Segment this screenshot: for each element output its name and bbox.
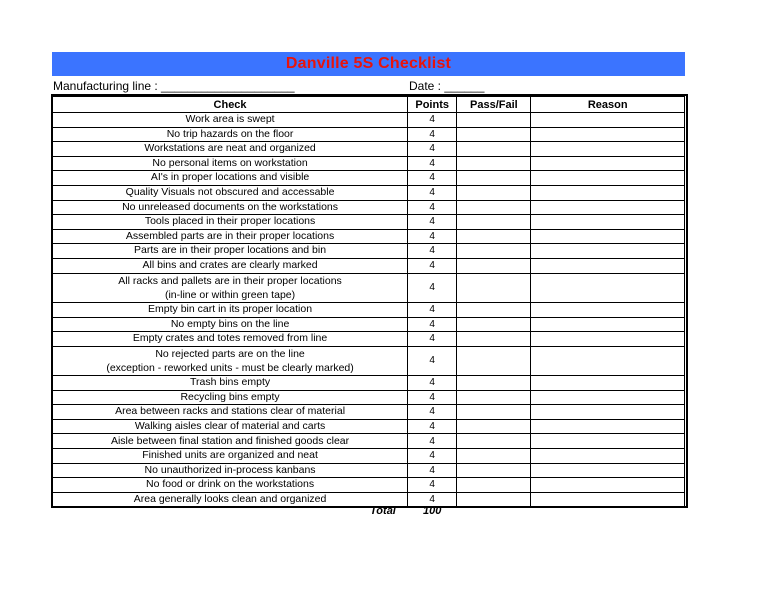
reason-cell[interactable] <box>531 434 685 449</box>
points-cell: 4 <box>408 419 457 434</box>
checklist-title: Danville 5S Checklist <box>285 55 452 72</box>
table-row <box>53 113 685 128</box>
pass-fail-cell[interactable] <box>457 127 531 142</box>
check-item-text: Work area is swept <box>185 113 275 126</box>
check-item-text: Recycling bins empty <box>180 390 280 403</box>
checklist-table <box>52 95 685 507</box>
pass-fail-cell[interactable] <box>457 317 531 332</box>
points-cell: 4 <box>408 346 457 375</box>
reason-cell[interactable] <box>531 346 685 375</box>
pass-fail-cell[interactable] <box>457 171 531 186</box>
reason-cell[interactable] <box>531 258 685 273</box>
check-item-text: Aisle between final station and finished goods clear <box>110 434 350 447</box>
check-item <box>53 302 408 317</box>
table-row <box>53 376 685 391</box>
points-cell: 4 <box>408 113 457 128</box>
check-item-text: Parts are in their proper locations and bin <box>134 244 327 257</box>
table-row <box>53 215 685 230</box>
table-row <box>53 463 685 478</box>
check-item <box>53 156 408 171</box>
check-item-text: Trash bins empty <box>189 376 271 389</box>
check-item-text: No unreleased documents on the workstations <box>122 200 339 213</box>
check-item <box>53 229 408 244</box>
check-item <box>53 258 408 273</box>
check-item <box>53 478 408 493</box>
table-row <box>53 478 685 493</box>
pass-fail-cell[interactable] <box>457 200 531 215</box>
table-row <box>53 317 685 332</box>
table-row <box>53 127 685 142</box>
check-item <box>53 215 408 230</box>
pass-fail-cell[interactable] <box>457 302 531 317</box>
pass-fail-cell[interactable] <box>457 478 531 493</box>
check-item <box>53 127 408 142</box>
pass-fail-cell[interactable] <box>457 215 531 230</box>
check-item <box>53 317 408 332</box>
pass-fail-cell[interactable] <box>457 142 531 157</box>
pass-fail-cell[interactable] <box>457 273 531 302</box>
check-item <box>53 142 408 157</box>
table-row <box>53 434 685 449</box>
check-item <box>53 332 408 347</box>
pass-fail-cell[interactable] <box>457 113 531 128</box>
check-item-text: No trip hazards on the floor <box>166 127 294 140</box>
reason-cell[interactable] <box>531 273 685 302</box>
check-item-text: No empty bins on the line <box>170 317 290 330</box>
reason-cell[interactable] <box>531 405 685 420</box>
points-cell: 4 <box>408 449 457 464</box>
check-item <box>53 185 408 200</box>
total-row <box>52 505 685 517</box>
check-item-text: Area between racks and stations clear of material <box>115 405 346 418</box>
info-row <box>52 78 685 94</box>
header-row <box>53 96 685 113</box>
points-cell: 4 <box>408 171 457 186</box>
points-cell: 4 <box>408 215 457 230</box>
check-item-text: Area generally looks clean and organized <box>133 492 327 505</box>
table-row <box>53 229 685 244</box>
title-bar <box>52 52 685 76</box>
table-row <box>53 258 685 273</box>
check-item-text: No rejected parts are on the line <box>155 347 305 360</box>
check-item <box>53 376 408 391</box>
points-cell: 4 <box>408 463 457 478</box>
pass-fail-cell[interactable] <box>457 405 531 420</box>
check-item-text: All racks and pallets are in their proper locations <box>118 274 342 287</box>
table-row <box>53 142 685 157</box>
table-row <box>53 273 685 302</box>
points-cell: 4 <box>408 390 457 405</box>
check-item <box>53 171 408 186</box>
check-item-text: Assembled parts are in their proper locations <box>125 229 335 242</box>
check-item-text: No food or drink on the workstations <box>146 478 315 491</box>
header-reason: Reason <box>531 96 685 113</box>
total-label: Total <box>370 505 396 517</box>
check-item-text: Quality Visuals not obscured and accessable <box>125 186 335 199</box>
check-item <box>53 244 408 259</box>
pass-fail-cell[interactable] <box>457 229 531 244</box>
check-item-text: Empty bin cart in its proper location <box>148 302 313 315</box>
reason-cell[interactable] <box>531 376 685 391</box>
reason-cell[interactable] <box>531 229 685 244</box>
check-item <box>53 200 408 215</box>
points-cell: 4 <box>408 273 457 302</box>
check-item-text: Finished units are organized and neat <box>142 449 318 462</box>
reason-cell[interactable] <box>531 302 685 317</box>
table-row <box>53 332 685 347</box>
pass-fail-cell[interactable] <box>457 434 531 449</box>
reason-cell[interactable] <box>531 317 685 332</box>
check-item <box>53 273 408 302</box>
reason-cell[interactable] <box>531 332 685 347</box>
points-cell: 4 <box>408 244 457 259</box>
points-cell: 4 <box>408 229 457 244</box>
table-row <box>53 390 685 405</box>
check-item <box>53 346 408 375</box>
table-row <box>53 244 685 259</box>
header-pass-fail: Pass/Fail <box>457 96 531 113</box>
pass-fail-cell[interactable] <box>457 332 531 347</box>
pass-fail-cell[interactable] <box>457 419 531 434</box>
table-row <box>53 419 685 434</box>
check-item-text: Walking aisles clear of material and carts <box>134 419 326 432</box>
points-cell: 4 <box>408 200 457 215</box>
table-row <box>53 156 685 171</box>
check-item-text: No unauthorized in-process kanbans <box>144 463 316 476</box>
table-row <box>53 200 685 215</box>
reason-cell[interactable] <box>531 113 685 128</box>
check-item <box>53 113 408 128</box>
points-cell: 4 <box>408 142 457 157</box>
check-item <box>53 463 408 478</box>
pass-fail-cell[interactable] <box>457 390 531 405</box>
pass-fail-cell[interactable] <box>457 346 531 375</box>
points-cell: 4 <box>408 302 457 317</box>
check-item-text: Tools placed in their proper locations <box>144 215 316 228</box>
check-item-text: AI's in proper locations and visible <box>150 171 310 184</box>
reason-cell[interactable] <box>531 185 685 200</box>
points-cell: 4 <box>408 492 457 507</box>
points-cell: 4 <box>408 405 457 420</box>
reason-cell[interactable] <box>531 390 685 405</box>
pass-fail-cell[interactable] <box>457 258 531 273</box>
check-item-text: Empty crates and totes removed from line <box>132 332 328 345</box>
check-item-text: All bins and crates are clearly marked <box>142 258 318 271</box>
reason-cell[interactable] <box>531 215 685 230</box>
check-item <box>53 449 408 464</box>
points-cell: 4 <box>408 258 457 273</box>
check-item-text-line2: (exception - reworked units - must be clearly marked) <box>106 361 354 374</box>
points-cell: 4 <box>408 127 457 142</box>
pass-fail-cell[interactable] <box>457 463 531 478</box>
check-item <box>53 434 408 449</box>
points-cell: 4 <box>408 317 457 332</box>
check-item-text-line2: (in-line or within green tape) <box>164 288 296 301</box>
reason-cell[interactable] <box>531 463 685 478</box>
date-field[interactable]: Date : ______ <box>409 79 485 93</box>
points-cell: 4 <box>408 434 457 449</box>
table-row <box>53 302 685 317</box>
reason-cell[interactable] <box>531 244 685 259</box>
check-item <box>53 405 408 420</box>
check-item <box>53 390 408 405</box>
header-check: Check <box>53 96 408 113</box>
points-cell: 4 <box>408 332 457 347</box>
table-row <box>53 405 685 420</box>
pass-fail-cell[interactable] <box>457 156 531 171</box>
reason-cell[interactable] <box>531 200 685 215</box>
points-cell: 4 <box>408 376 457 391</box>
pass-fail-cell[interactable] <box>457 449 531 464</box>
points-cell: 4 <box>408 156 457 171</box>
check-item-text: Workstations are neat and organized <box>144 142 316 155</box>
pass-fail-cell[interactable] <box>457 185 531 200</box>
reason-cell[interactable] <box>531 156 685 171</box>
reason-cell[interactable] <box>531 142 685 157</box>
manufacturing-line-field[interactable]: Manufacturing line : ____________________ <box>53 79 295 93</box>
table-row <box>53 346 685 375</box>
check-item <box>53 419 408 434</box>
reason-cell[interactable] <box>531 478 685 493</box>
points-cell: 4 <box>408 478 457 493</box>
table-row <box>53 449 685 464</box>
table-row <box>53 185 685 200</box>
table-row <box>53 171 685 186</box>
reason-cell[interactable] <box>531 419 685 434</box>
pass-fail-cell[interactable] <box>457 244 531 259</box>
total-value: 100 <box>423 505 442 517</box>
check-item-text: No personal items on workstation <box>152 156 308 169</box>
pass-fail-cell[interactable] <box>457 376 531 391</box>
reason-cell[interactable] <box>531 171 685 186</box>
checklist-rows <box>53 113 685 507</box>
reason-cell[interactable] <box>531 127 685 142</box>
reason-cell[interactable] <box>531 449 685 464</box>
points-cell: 4 <box>408 185 457 200</box>
header-points: Points <box>408 96 457 113</box>
